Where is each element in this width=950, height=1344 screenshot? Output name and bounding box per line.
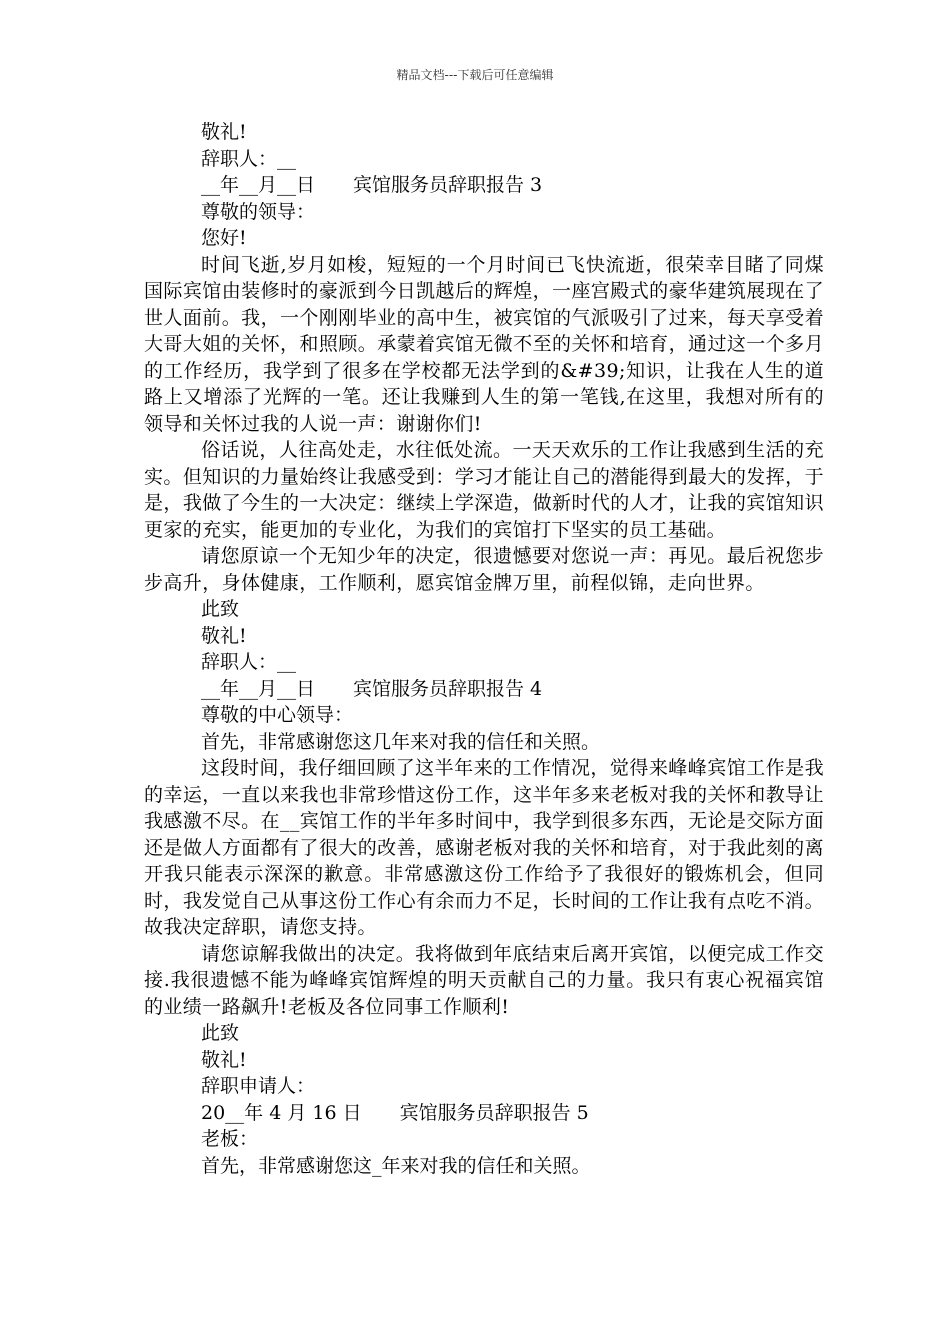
signature-line: 辞职人：__ <box>201 651 297 673</box>
closing-phrase: 此致 <box>201 598 240 620</box>
greeting: 老板： <box>201 1128 259 1150</box>
greeting: 尊敬的中心领导： <box>201 704 354 726</box>
greeting: 尊敬的领导： <box>201 200 316 223</box>
report-title: 宾馆服务员辞职报告 4 <box>353 677 543 700</box>
closing-phrase: 此致 <box>201 1022 240 1044</box>
page-header: 精品文档---下载后可任意编辑 <box>396 68 554 82</box>
date-title-line <box>144 676 824 703</box>
closing-salute: 敬礼! <box>201 624 247 647</box>
date-title-line <box>144 1100 824 1127</box>
date-title-line <box>144 172 824 199</box>
date-field: __年__月__日 <box>201 174 316 196</box>
report-title: 宾馆服务员辞职报告 3 <box>353 174 543 196</box>
paragraph: 时间飞逝,岁月如梭，短短的一个月时间已飞快流逝，很荣幸目睹了同煤国际宾馆由装修时的豪派到今日凯越后的辉煌，一座宫殿式的豪华建筑展现在了世人面前。我，一个刚刚毕业的高中生，被宾馆的气派吸引了过来，每天享受着大哥大姐的关怀，和照顾。承蒙着宾馆无微不至的关怀和培育，通过这一个多月的工作经历，我学到了很多在学校都无法学到的&#39;知识，让我在人生的道路上又增添了光辉的一笔。还让我赚到人生的第一笔钱,在这里，我想对所有的领导和关怀过我的人说一声：谢谢你们! <box>144 253 824 435</box>
closing-salute: 敬礼! <box>201 121 247 143</box>
date-field: 20__年 4 月 16 日 <box>201 1101 362 1124</box>
signature-line: 辞职人：__ <box>201 147 297 170</box>
closing-salute: 敬礼! <box>201 1048 247 1071</box>
signature-line: 辞职申请人： <box>201 1075 316 1097</box>
document-body <box>144 119 824 1179</box>
greeting-hello: 您好! <box>201 227 247 249</box>
report-title: 宾馆服务员辞职报告 5 <box>399 1101 589 1124</box>
paragraph: 这段时间，我仔细回顾了这半年来的工作情况，觉得来峰峰宾馆工作是我的幸运，一直以来我也非常珍惜这份工作，这半年多来老板对我的关怀和教导让我感激不尽。在__宾馆工作的半年多时间中，我学到很多东西，无论是交际方面还是做人方面都有了很大的改善，感谢老板对我的关怀和培育，对于我此刻的离开我只能表示深深的歉意。非常感激这份工作给予了我很好的锻炼机会，但同时，我发觉自己从事这份工作心有余而力不足，长时间的工作让我有点吃不消。故我决定辞职，请您支持。 <box>144 757 824 938</box>
paragraph: 俗话说，人往高处走，水往低处流。一天天欢乐的工作让我感到生活的充实。但知识的力量始终让我感受到：学习才能让自己的潜能得到最大的发挥，于是，我做了今生的一大决定：继续上学深造，做新时代的人才，让我的宾馆知识更家的充实，能更加的专业化，为我们的宾馆打下坚实的员工基础。 <box>144 439 824 541</box>
opening-line: 首先，非常感谢您这几年来对我的信任和关照。 <box>201 730 601 753</box>
opening-line: 首先，非常感谢您这_年来对我的信任和关照。 <box>201 1154 591 1177</box>
paragraph: 请您原谅一个无知少年的决定，很遗憾要对您说一声：再见。最后祝您步步高升，身体健康，工作顺利，愿宾馆金牌万里，前程似锦，走向世界。 <box>144 545 824 594</box>
paragraph: 请您谅解我做出的决定。我将做到年底结束后离开宾馆，以便完成工作交接.我很遗憾不能为峰峰宾馆辉煌的明天贡献自己的力量。我只有衷心祝福宾馆的业绩一路飙升!老板及各位同事工作顺利! <box>144 942 824 1018</box>
date-field: __年__月__日 <box>201 677 316 700</box>
